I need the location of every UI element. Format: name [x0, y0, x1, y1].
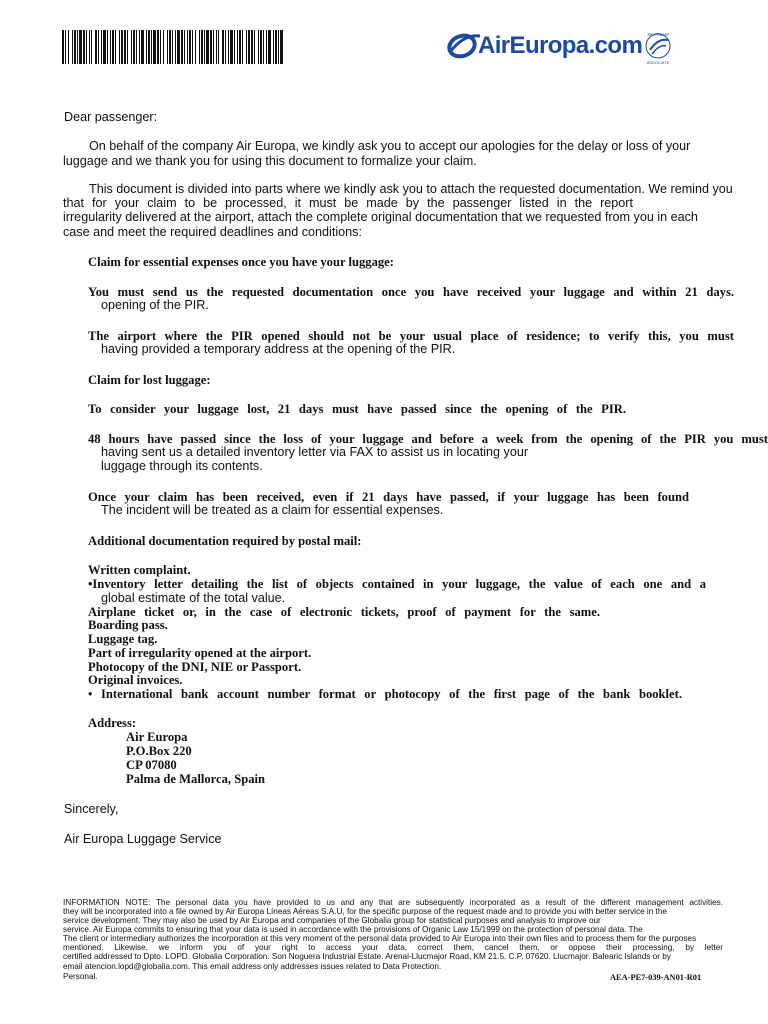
- info-note-line: The client or intermediary authorizes the incorporation at this very moment of the personal data provided to Air Europa into their own files and to process them for the purposes: [63, 934, 697, 943]
- svg-text:SKYTEAM: SKYTEAM: [647, 32, 669, 37]
- barcode-bar: [112, 30, 114, 64]
- barcode-bar: [79, 30, 82, 64]
- barcode-bar: [181, 30, 183, 64]
- logo-swoosh-icon: [446, 30, 482, 60]
- closing: Sincerely,: [64, 802, 119, 816]
- info-note-line: they will be incorporated into a file owned by Air Europa Líneas Aéreas S.A.U, for the specific purpose of the request made and to provide you with better service in the: [63, 907, 667, 916]
- barcode-bar: [204, 30, 205, 64]
- barcode-bar: [246, 30, 247, 64]
- barcode-bar: [95, 30, 97, 64]
- barcode-bar: [151, 30, 152, 64]
- barcode-bar: [210, 30, 212, 64]
- doc-item: Original invoices.: [88, 673, 183, 687]
- barcode-bar: [237, 30, 238, 64]
- document-code: AEA-PE7-039-AN01-R01: [610, 973, 702, 982]
- barcode-bar: [101, 30, 102, 64]
- barcode-bar: [199, 30, 200, 64]
- barcode-bar: [280, 30, 283, 64]
- info-note-line: service development. They may also be used by Air Europa and companies of the Globalia group for statistical purposes and analysis to improve our: [63, 916, 601, 925]
- barcode-bar: [167, 30, 168, 64]
- doc-item: Boarding pass.: [88, 618, 168, 632]
- barcode-bar: [184, 30, 185, 64]
- barcode-bar: [225, 30, 226, 64]
- info-note-line: Personal.: [63, 972, 98, 981]
- doc-item: Photocopy of the DNI, NIE or Passport.: [88, 660, 302, 674]
- logo-text: AirEuropa.com: [478, 32, 643, 59]
- essential-1-line1: You must send us the requested documentation once you have received your luggage and within 21 days.: [88, 285, 734, 299]
- barcode-bar: [175, 30, 176, 64]
- barcode-bar: [131, 30, 132, 64]
- docs-heading: Additional documentation required by postal mail:: [88, 534, 362, 548]
- barcode-bar: [160, 30, 161, 64]
- barcode-bar: [251, 30, 253, 64]
- address-label: Address:: [88, 716, 137, 730]
- barcode-bar: [189, 30, 191, 64]
- barcode-bar: [77, 30, 78, 64]
- doc-item: Part of irregularity opened at the airport.: [88, 646, 312, 660]
- barcode-bar: [234, 30, 235, 64]
- barcode-bar: [242, 30, 243, 64]
- barcode-bar: [146, 30, 147, 64]
- barcode-bar: [163, 30, 164, 64]
- doc-item: Written complaint.: [88, 563, 191, 577]
- barcode-bar: [139, 30, 140, 64]
- barcode-bar: [278, 30, 279, 64]
- barcode-bar: [119, 30, 120, 64]
- barcode-bar: [103, 30, 106, 64]
- lost-2-line3: luggage through its contents.: [101, 459, 263, 473]
- lost-2-line1: 48 hours have passed since the loss of your luggage and before a week from the opening of the PIR you must: [88, 432, 768, 446]
- essential-2-line1: The airport where the PIR opened should not be your usual place of residence; to verify this, you must: [88, 329, 734, 343]
- barcode-bar: [141, 30, 144, 64]
- barcode-bar: [216, 30, 217, 64]
- barcode-bar: [133, 30, 135, 64]
- barcode-bar: [157, 30, 159, 64]
- lost-1: To consider your luggage lost, 21 days must have passed since the opening of the PIR.: [88, 402, 626, 416]
- barcode: [62, 30, 284, 64]
- barcode-bar: [86, 30, 87, 64]
- barcode-bar: [89, 30, 90, 64]
- svg-text:ASSOCIATE: ASSOCIATE: [646, 60, 670, 65]
- barcode-bar: [263, 30, 264, 64]
- barcode-bar: [177, 30, 180, 64]
- barcode-bar: [98, 30, 99, 64]
- doc-item: •Inventory letter detailing the list of objects contained in your luggage, the value of each one and a: [88, 577, 706, 591]
- barcode-bar: [91, 30, 92, 64]
- info-note-line: INFORMATION NOTE: The personal data you have provided to us and any that are subsequently incorporated as a result of the different management activities.: [63, 898, 723, 907]
- address-line: Air Europa: [126, 730, 188, 744]
- barcode-bar: [62, 30, 64, 64]
- barcode-bar: [275, 30, 277, 64]
- barcode-bar: [268, 30, 271, 64]
- para2-line3: irregularity delivered at the airport, attach the complete original documentation that we requested from you in each: [63, 210, 698, 224]
- barcode-bar: [172, 30, 173, 64]
- para2-line1: This document is divided into parts where we kindly ask you to attach the requested documentation. We remind you: [89, 182, 733, 196]
- barcode-bar: [72, 30, 73, 64]
- lost-3-line1: Once your claim has been received, even if 21 days have passed, if your luggage has been found: [88, 490, 689, 504]
- barcode-bar: [127, 30, 128, 64]
- barcode-bar: [192, 30, 193, 64]
- doc-item: • International bank account number format or photocopy of the first page of the bank booklet.: [88, 687, 682, 701]
- essential-2-line2: having provided a temporary address at the opening of the PIR.: [101, 342, 456, 356]
- doc-item: Luggage tag.: [88, 632, 158, 646]
- barcode-bar: [230, 30, 233, 64]
- barcode-bar: [169, 30, 171, 64]
- barcode-bar: [121, 30, 123, 64]
- para1-line1: On behalf of the company Air Europa, we kindly ask you to accept our apologies for the delay or loss of your: [89, 139, 691, 153]
- barcode-bar: [213, 30, 214, 64]
- barcode-bar: [228, 30, 229, 64]
- lost-heading: Claim for lost luggage:: [88, 373, 211, 387]
- barcode-bar: [260, 30, 262, 64]
- lost-2-line2: having sent us a detailed inventory letter via FAX to assist us in locating your: [101, 445, 529, 459]
- barcode-bar: [266, 30, 267, 64]
- air-europa-logo: [446, 28, 678, 68]
- barcode-bar: [110, 30, 111, 64]
- info-note-line: mentioned. Likewise, we inform you of your right to access your data, correct them, cancel them, or oppose their processing, by letter: [63, 943, 723, 952]
- barcode-bar: [239, 30, 241, 64]
- greeting: Dear passenger:: [64, 110, 158, 124]
- barcode-bar: [65, 30, 66, 64]
- barcode-bar: [124, 30, 126, 64]
- barcode-bar: [273, 30, 274, 64]
- barcode-bar: [115, 30, 116, 64]
- barcode-bar: [206, 30, 209, 64]
- doc-item-cont: global estimate of the total value.: [101, 591, 286, 605]
- barcode-bar: [258, 30, 259, 64]
- essential-heading: Claim for essential expenses once you have your luggage:: [88, 255, 394, 269]
- barcode-bar: [248, 30, 250, 64]
- barcode-bar: [218, 30, 219, 64]
- lost-3-line2: The incident will be treated as a claim for essential expenses.: [101, 503, 444, 517]
- barcode-bar: [74, 30, 76, 64]
- info-note-line: certified addressed to Dpto. LOPD. Globalia Corporation. Son Noguera Industrial Estate. Arenal-Llucmajor Road, KM 21.5. C.P. 07620. Llucmajor. Balearic Islands or by: [63, 952, 671, 961]
- barcode-bar: [107, 30, 108, 64]
- barcode-bar: [222, 30, 224, 64]
- barcode-bar: [153, 30, 156, 64]
- signature: Air Europa Luggage Service: [64, 832, 222, 846]
- para2-line2: that for your claim to be processed, it must be made by the passenger listed in the report: [63, 196, 633, 210]
- barcode-bar: [83, 30, 85, 64]
- essential-1-line2: opening of the PIR.: [101, 298, 209, 312]
- address-line: P.O.Box 220: [126, 744, 192, 758]
- doc-item: Airplane ticket or, in the case of electronic tickets, proof of payment for the same.: [88, 605, 600, 619]
- info-note-line: email atencion.lopd@globalia.com. This email address only addresses issues related to Data Protection.: [63, 962, 442, 971]
- barcode-bar: [68, 30, 69, 64]
- para1-line2: luggage and we thank you for using this document to formalize your claim.: [63, 154, 477, 168]
- barcode-bar: [187, 30, 188, 64]
- barcode-bar: [148, 30, 150, 64]
- info-note-line: service. Air Europa commits to ensuring that your data is used in accordance with the provisions of Organic Law 15/1999 on the protection of personal data. The: [63, 925, 643, 934]
- address-line: CP 07080: [126, 758, 177, 772]
- barcode-bar: [201, 30, 203, 64]
- barcode-bar: [136, 30, 137, 64]
- skyteam-seal-icon: [638, 28, 678, 68]
- address-line: Palma de Mallorca, Spain: [126, 772, 265, 786]
- barcode-bar: [254, 30, 255, 64]
- barcode-bar: [195, 30, 196, 64]
- para2-line4: case and meet the required deadlines and conditions:: [63, 225, 362, 239]
